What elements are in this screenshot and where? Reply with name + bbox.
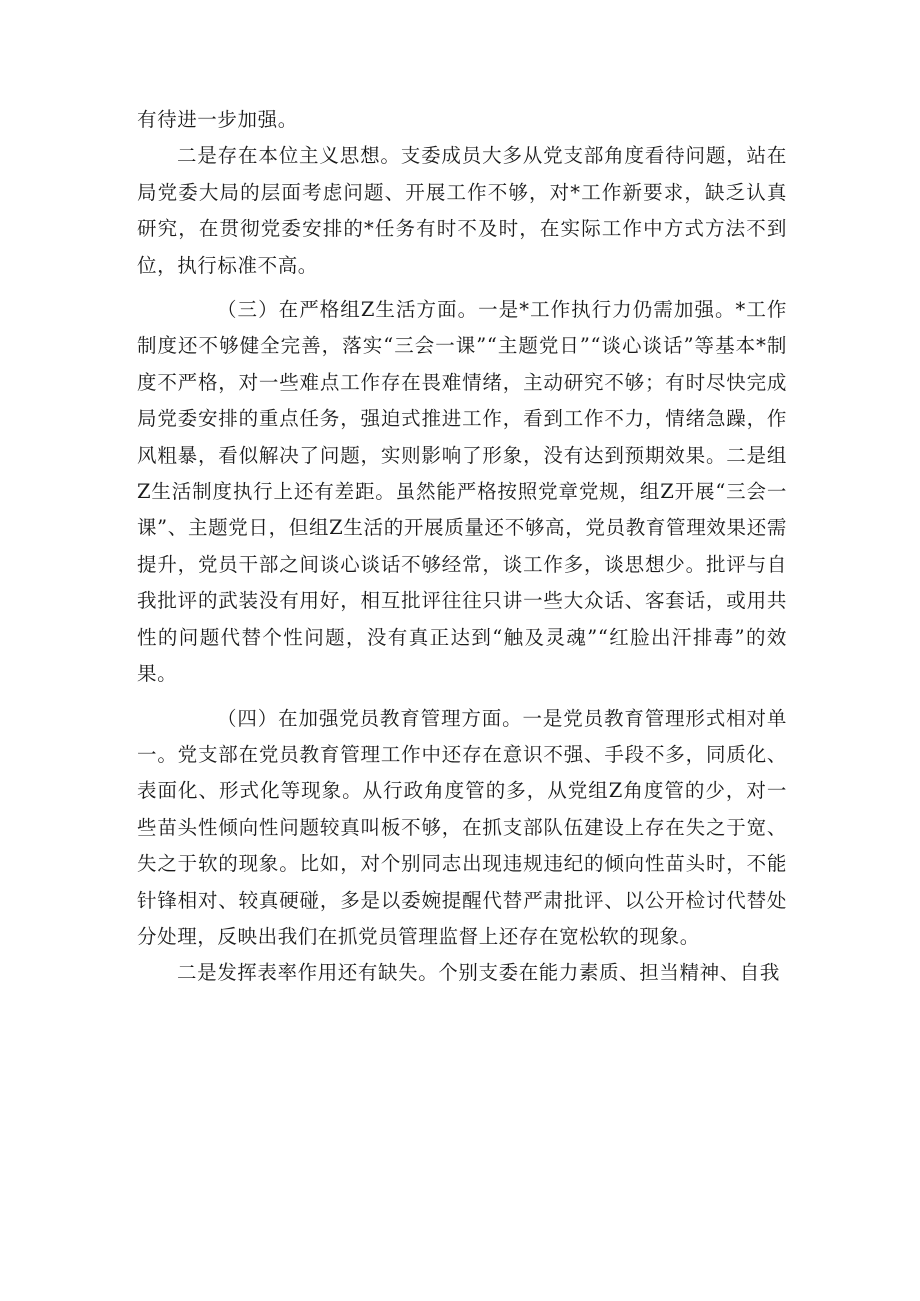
paragraph-section-four: （四）在加强党员教育管理方面。一是党员教育管理形式相对单一。党支部在党员教育管理工作中还存在意识不强、手段不多，同质化、表面化、形式化等现象。从行政角度管的多，从党组Z角度管的少，对一些苗头性倾向性问题较真叫板不够，在抓支部队伍建设上存在失之于宽、失之于软的现象。比如，对个别同志出现违规违纪的倾向性苗头时，不能针锋相对、较真硬碰，多是以委婉提醒代替严肃批评、以公开检讨代替处分处理，反映出我们在抓党员管理监督上还存在宽松软的现象。 bbox=[137, 706, 787, 948]
document-body bbox=[137, 102, 787, 992]
paragraph-continuation: 有待进一步加强。 bbox=[137, 108, 298, 131]
paragraph-biaoshuai-zuoyong: 二是发挥表率作用还有缺失。个别支委在能力素质、担当精神、自我 bbox=[177, 961, 781, 985]
paragraph-section-three: （三）在严格组Z生活方面。一是*工作执行力仍需加强。*工作制度还不够健全完善，落实“三会一课”“主题党日”“谈心谈话”等基本*制度不严格，对一些难点工作存在畏难情绪，主动研究不够；有时尽快完成局党委安排的重点任务，强迫式推进工作，看到工作不力，情绪急躁，作风粗暴，看似解决了问题，实则影响了形象，没有达到预期效果。二是组Z生活制度执行上还有差距。虽然能严格按照党章党规，组Z开展“三会一课”、主题党日，但组Z生活的开展质量还不够高，党员教育管理效果还需提升，党员干部之间谈心谈话不够经常，谈工作多，谈思想少。批评与自我批评的武装没有用好，相互批评往往只讲一些大众话、客套话，或用共性的问题代替个性问题，没有真正达到“触及灵魂”“红脸出汗排毒”的效果。 bbox=[137, 298, 787, 686]
paragraph-benwei-zhuyi: 二是存在本位主义思想。支委成员大多从党支部角度看待问题，站在局党委大局的层面考虑问题、开展工作不够，对*工作新要求，缺乏认真研究，在贯彻党委安排的*任务有时不及时，在实际工作中方式方法不到位，执行标准不高。 bbox=[137, 144, 787, 277]
